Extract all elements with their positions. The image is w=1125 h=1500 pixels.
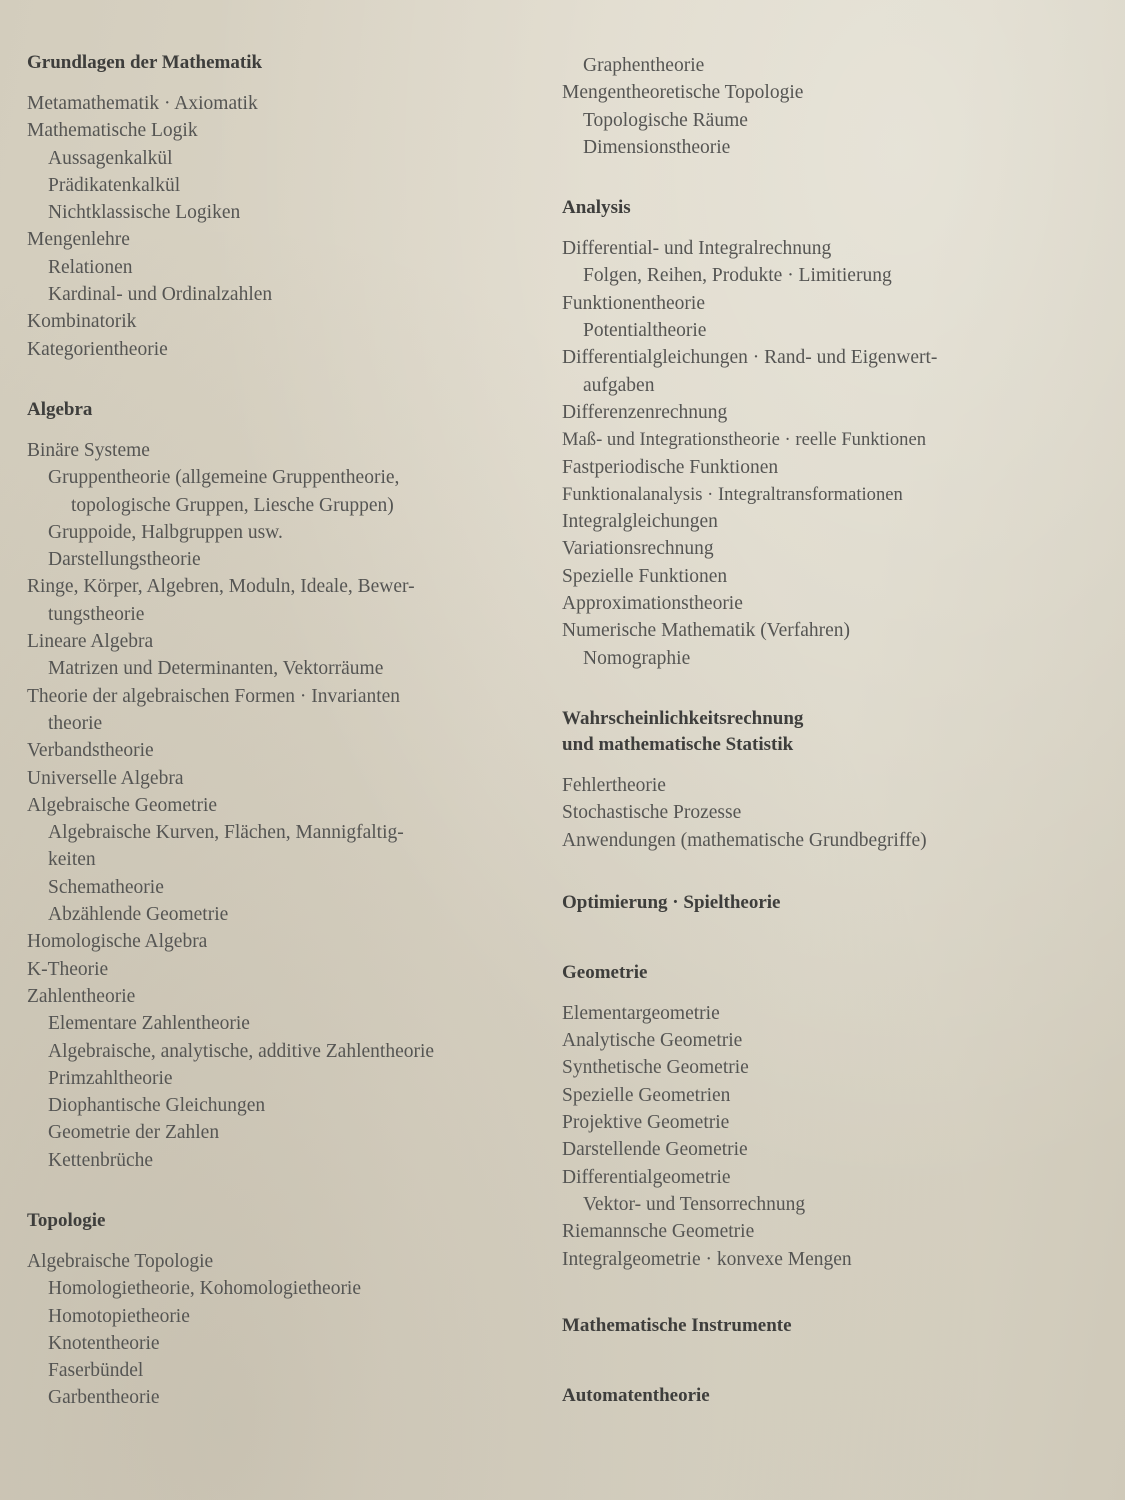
list-item: keiten (48, 849, 96, 871)
section-items (562, 52, 1022, 161)
section-spacer (562, 1273, 1022, 1313)
list-item: Differential- und Integralrechnung (562, 238, 832, 260)
section-optimierung (562, 890, 1022, 916)
list-item: Funktionalanalysis · Integraltransformationen (562, 483, 903, 505)
list-item: Integralgleichungen (562, 511, 718, 533)
section-spacer (562, 854, 1022, 890)
list-item: Fastperiodische Funktionen (562, 456, 779, 478)
list-item: Mathematische Logik (27, 120, 198, 142)
list-item: Elementargeometrie (562, 1002, 720, 1024)
list-item: Universelle Algebra (27, 767, 184, 789)
list-item: Algebraische, analytische, additive Zahlentheorie (48, 1040, 435, 1062)
section-heading: Geometrie (562, 961, 648, 983)
list-item: Differenzenrechnung (562, 401, 728, 423)
list-item: Faserbündel (48, 1360, 144, 1382)
section-heading: Optimierung · Spieltheorie (562, 891, 781, 913)
section-heading-line-2: und mathematische Statistik (562, 733, 794, 755)
list-item: tungstheorie (48, 603, 145, 625)
list-item: Nomographie (583, 647, 691, 669)
list-item: Lineare Algebra (27, 631, 154, 653)
section-grundlagen (27, 50, 547, 363)
list-item: Riemannsche Geometrie (562, 1221, 755, 1243)
list-item: Potentialtheorie (583, 320, 707, 342)
section-instrumente (562, 1313, 1022, 1339)
section-heading: Analysis (562, 197, 631, 219)
list-item: Stochastische Prozesse (562, 802, 742, 824)
section-heading-line-1: Wahrscheinlichkeitsrechnung (562, 707, 804, 729)
section-items (27, 90, 547, 363)
section-heading: Mathematische Instrumente (562, 1314, 792, 1336)
list-item: Mengentheoretische Topologie (562, 82, 804, 104)
list-item: Integralgeometrie · konvexe Mengen (562, 1248, 852, 1270)
list-item: Vektor- und Tensorrechnung (583, 1193, 806, 1215)
list-item: Abzählende Geometrie (48, 904, 229, 926)
list-item: topologische Gruppen, Liesche Gruppen) (71, 494, 394, 516)
section-items (562, 1000, 1022, 1273)
section-items (27, 1248, 547, 1412)
list-item: Differentialgleichungen · Rand- und Eigenwert- (562, 347, 938, 369)
section-wahrscheinlichkeit (562, 706, 1022, 854)
section-topologie (27, 1208, 547, 1412)
list-item: Mengenlehre (27, 229, 130, 251)
section-heading: Topologie (27, 1209, 106, 1231)
list-item: Theorie der algebraischen Formen · Invarianten (27, 685, 401, 707)
list-item: Kettenbrüche (48, 1149, 154, 1171)
section-spacer (562, 161, 1022, 195)
section-heading: Automatentheorie (562, 1384, 710, 1406)
list-item: Binäre Systeme (27, 439, 150, 461)
section-spacer (27, 1174, 547, 1208)
section-heading (562, 706, 1022, 758)
list-item: Numerische Mathematik (Verfahren) (562, 620, 851, 642)
section-analysis (562, 195, 1022, 672)
list-item: Relationen (48, 256, 133, 278)
section-items (27, 437, 547, 1174)
list-item: Gruppoide, Halbgruppen usw. (48, 521, 283, 543)
section-spacer (562, 930, 1022, 960)
list-item: Nichtklassische Logiken (48, 202, 241, 224)
section-topologie-continued (562, 52, 1022, 161)
list-item: theorie (48, 712, 103, 734)
list-item: Anwendungen (mathematische Grundbegriffe) (562, 829, 927, 851)
list-item: Homotopietheorie (48, 1305, 190, 1327)
list-item: Matrizen und Determinanten, Vektorräume (48, 658, 384, 680)
list-item: Homologische Algebra (27, 931, 208, 953)
list-item: Funktionentheorie (562, 292, 705, 314)
list-item: Verbandstheorie (27, 740, 154, 762)
list-item: Topologische Räume (583, 109, 748, 131)
list-item: Zahlentheorie (27, 985, 136, 1007)
list-item: Diophantische Gleichungen (48, 1095, 266, 1117)
list-item: Metamathematik · Axiomatik (27, 93, 258, 114)
list-item: Homologietheorie, Kohomologietheorie (48, 1278, 362, 1300)
section-spacer (562, 672, 1022, 706)
list-item: Differentialgeometrie (562, 1166, 731, 1188)
list-item: Ringe, Körper, Algebren, Moduln, Ideale, Bewer- (27, 576, 415, 598)
list-item: Graphentheorie (583, 55, 705, 76)
list-item: Primzahltheorie (48, 1067, 173, 1089)
list-item: Fehlertheorie (562, 774, 666, 796)
section-spacer (562, 1353, 1022, 1383)
list-item: Variationsrechnung (562, 538, 714, 560)
list-item: Spezielle Geometrien (562, 1084, 731, 1106)
list-item: aufgaben (583, 374, 655, 396)
list-item: Maß- und Integrationstheorie · reelle Funktionen (562, 429, 927, 451)
list-item: Knotentheorie (48, 1332, 160, 1354)
list-item: Synthetische Geometrie (562, 1057, 749, 1079)
section-algebra (27, 397, 547, 1174)
section-heading: Grundlagen der Mathematik (27, 52, 263, 73)
list-item: Elementare Zahlentheorie (48, 1013, 250, 1035)
list-item: Gruppentheorie (allgemeine Gruppentheorie, (48, 467, 400, 489)
section-items (562, 235, 1022, 672)
list-item: Darstellungstheorie (48, 549, 201, 571)
list-item: Darstellende Geometrie (562, 1139, 748, 1161)
section-heading: Algebra (27, 398, 93, 420)
list-item: K-Theorie (27, 958, 109, 980)
list-item: Garbentheorie (48, 1387, 160, 1409)
list-item: Geometrie der Zahlen (48, 1122, 220, 1144)
list-item: Analytische Geometrie (562, 1030, 743, 1052)
section-spacer (27, 363, 547, 397)
list-item: Aussagenkalkül (48, 147, 173, 169)
section-items (562, 772, 1022, 854)
left-column (27, 50, 547, 1412)
list-item: Kardinal- und Ordinalzahlen (48, 284, 273, 306)
list-item: Schematheorie (48, 876, 164, 898)
right-column (562, 52, 1022, 1423)
list-item: Projektive Geometrie (562, 1112, 730, 1134)
list-item: Spezielle Funktionen (562, 565, 728, 587)
list-item: Kategorientheorie (27, 338, 168, 360)
list-item: Kombinatorik (27, 311, 137, 333)
list-item: Approximationstheorie (562, 593, 743, 615)
list-item: Dimensionstheorie (583, 136, 731, 158)
list-item: Algebraische Topologie (27, 1250, 214, 1272)
section-geometrie (562, 960, 1022, 1273)
list-item: Folgen, Reihen, Produkte · Limitierung (583, 265, 892, 287)
list-item: Algebraische Geometrie (27, 794, 218, 816)
section-automatentheorie (562, 1383, 1022, 1409)
list-item: Algebraische Kurven, Flächen, Mannigfaltig- (48, 822, 404, 844)
list-item: Prädikatenkalkül (48, 174, 181, 196)
